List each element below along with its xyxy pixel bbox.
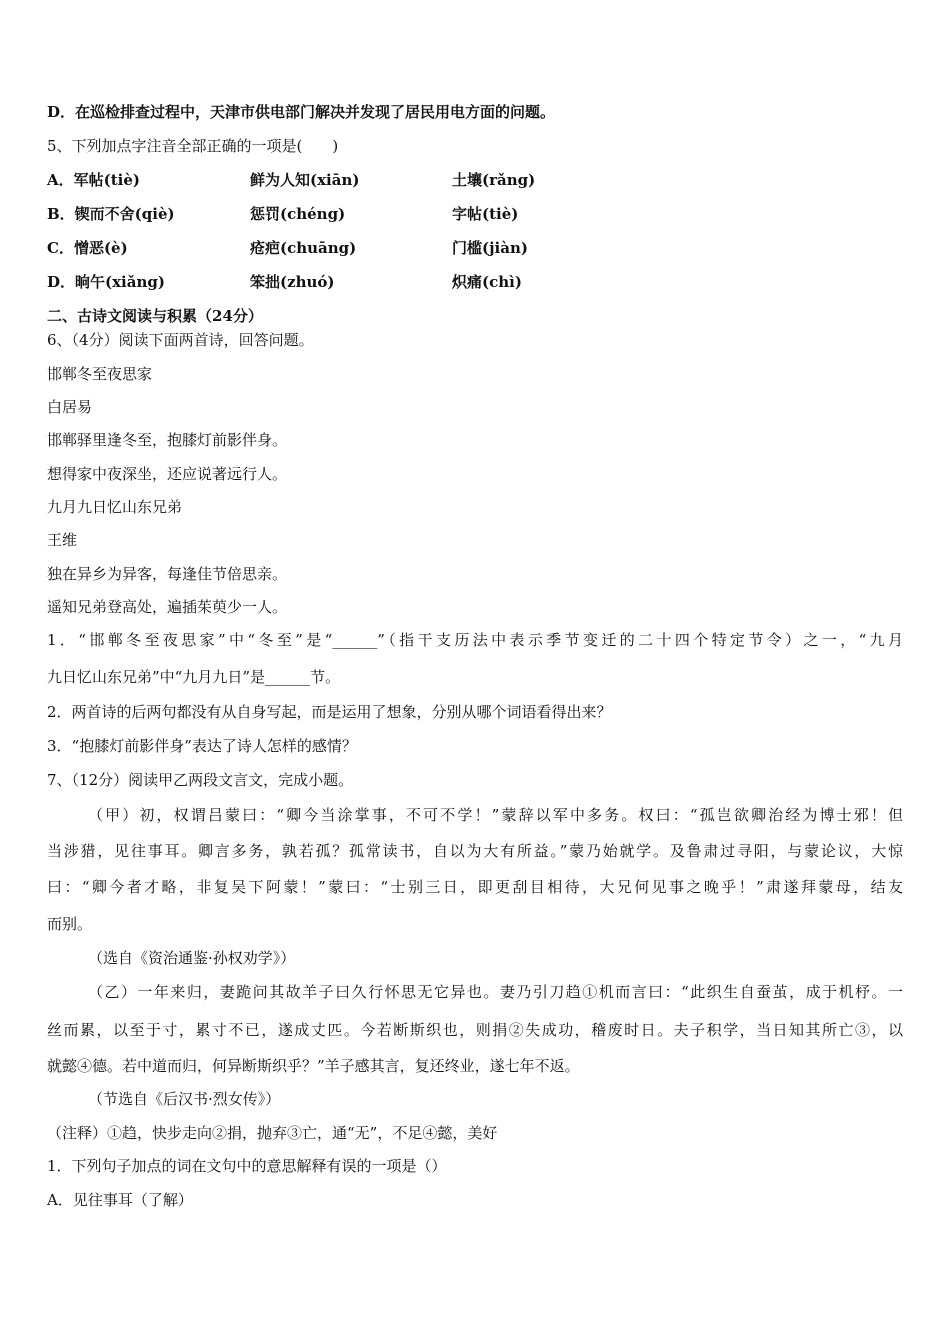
poem-line: 想得家中夜深坐，还应说著远行人。	[47, 465, 288, 483]
jia-line: （甲）初，权谓吕蒙曰：“卿今当涂掌事，不可不学！”蒙辞以军中多务。权曰：“孤岂欲卿治经为博士邪！但	[88, 806, 903, 824]
q6-sub3: 3．“抱膝灯前影伴身”表达了诗人怎样的感情？	[47, 737, 357, 755]
q6-sub2: 2．两首诗的后两句都没有从自身写起，而是运用了想象，分别从哪个词语看得出来？	[47, 703, 612, 721]
q5-c2: 疮疤(chuāng)	[250, 239, 357, 257]
q4-option-d: D．在巡检排查过程中，天津市供电部门解决并发现了居民用电方面的问题。	[47, 103, 556, 121]
poem-line: 邯郸冬至夜思家	[47, 365, 153, 383]
q7-sub1-option-a: A．见往事耳（了解）	[47, 1191, 193, 1209]
yi-line: 丝而累，以至于寸，累寸不已，遂成丈匹。今若断斯织也，则捐②失成功，稽废时日。夫子积学，当日知其所亡③，以	[47, 1021, 903, 1039]
q6-stem: 6、（4分）阅读下面两首诗，回答问题。	[47, 331, 314, 349]
q5-b2: 惩罚(chéng)	[250, 205, 346, 223]
q5-stem: 5、下列加点字注音全部正确的一项是( )	[47, 137, 339, 155]
poem-line: 遥知兄弟登高处，遍插茱萸少一人。	[47, 598, 288, 616]
jia-line: 而别。	[47, 915, 93, 933]
yi-line: （乙）一年来归，妻跪问其故羊子曰久行怀思无它异也。妻乃引刀趋①机而言曰：“此织生自蚕茧，成于机杼。一	[88, 983, 903, 1001]
yi-source: （节选自《后汉书·烈女传》）	[88, 1090, 281, 1108]
q5-a1: A．军帖(tiè)	[47, 171, 141, 189]
q5-a2: 鲜为人知(xiān)	[250, 171, 360, 189]
notes: （注释）①趋，快步走向②捐，抛弃③亡，通“无”，不足④懿，美好	[47, 1124, 498, 1142]
q5-d1: D．晌午(xiǎng)	[47, 273, 165, 291]
yi-line: 就懿④德。若中道而归，何异断斯织乎？”羊子感其言，复还终业，遂七年不返。	[47, 1057, 580, 1075]
poem-line: 白居易	[47, 398, 93, 416]
q7-sub1: 1．下列句子加点的词在文句中的意思解释有误的一项是（）	[47, 1157, 447, 1175]
q5-d3: 炽痛(chì)	[452, 273, 522, 291]
q6-sub1: 1．“邯郸冬至夜思家”中“冬至”是“______”（指干支历法中表示季节变迁的二十四个特定节令）之一，“九月	[47, 631, 903, 649]
q5-d2: 笨拙(zhuó)	[250, 273, 335, 291]
q5-c1: C．憎恶(è)	[47, 239, 128, 257]
poem-line: 王维	[47, 531, 78, 549]
q5-c3: 门槛(jiàn)	[452, 239, 528, 257]
q5-b1: B．锲而不舍(qiè)	[47, 205, 175, 223]
poem-line: 邯郸驿里逢冬至，抱膝灯前影伴身。	[47, 431, 288, 449]
q5-b3: 字帖(tiè)	[452, 205, 519, 223]
jia-line: 当涉猎，见往事耳。卿言多务，孰若孤？孤常读书，自以为大有所益。”蒙乃始就学。及鲁肃过寻阳，与蒙论议，大惊	[47, 842, 903, 860]
q6-sub1-cont: 九日忆山东兄弟”中“九月九日”是______节。	[47, 668, 341, 686]
jia-line: 曰：“卿今者才略，非复吴下阿蒙！”蒙曰：“士别三日，即更刮目相待，大兄何见事之晚乎！”肃遂拜蒙母，结友	[47, 878, 903, 896]
q7-stem: 7、（12分）阅读甲乙两段文言文，完成小题。	[47, 771, 354, 789]
poem-line: 独在异乡为异客，每逢佳节倍思亲。	[47, 565, 288, 583]
jia-source: （选自《资治通鉴·孙权劝学》）	[88, 949, 296, 967]
q5-a3: 土壤(rǎng)	[452, 171, 536, 189]
section-heading: 二、古诗文阅读与积累（24分）	[47, 307, 263, 325]
poem-line: 九月九日忆山东兄弟	[47, 498, 183, 516]
